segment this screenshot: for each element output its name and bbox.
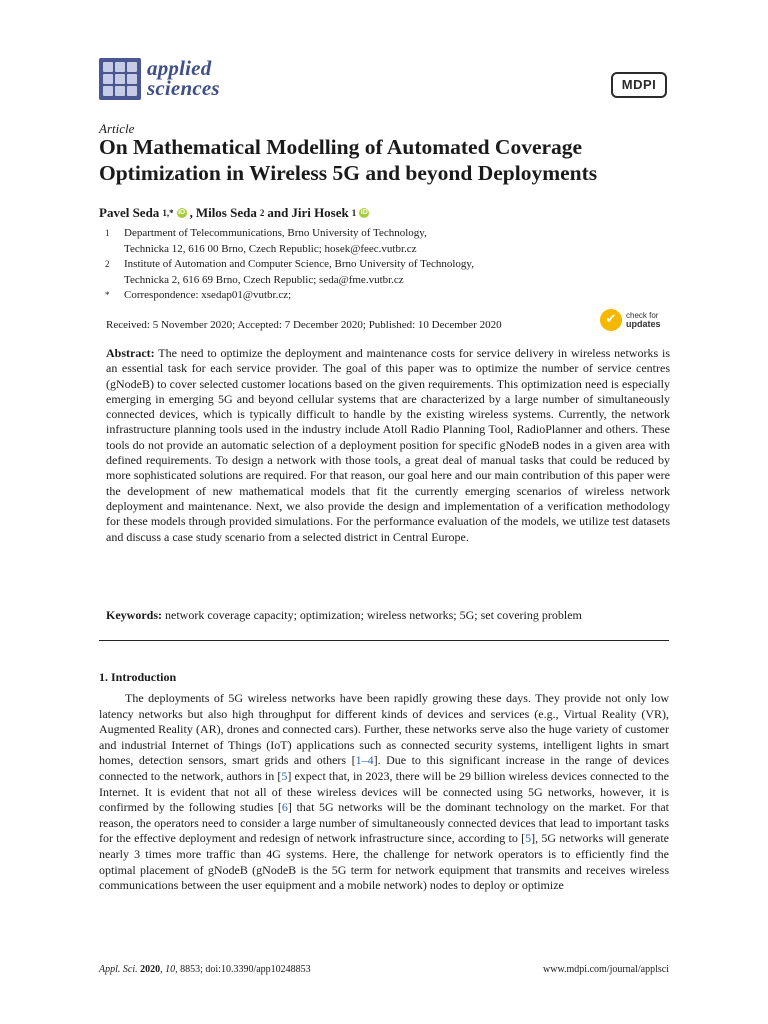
keywords-text: network coverage capacity; optimization; wireless networks; 5G; set covering problem xyxy=(165,608,582,622)
author-name[interactable]: Milos Seda xyxy=(195,205,257,220)
article-title: On Mathematical Modelling of Automated Coverage Optimization in Wireless 5G and beyond Deployments xyxy=(99,135,598,185)
citation-link[interactable]: 1–4 xyxy=(355,753,374,768)
footer-journal-url[interactable]: www.mdpi.com/journal/applsci xyxy=(543,964,669,975)
checkmark-icon: ✔ xyxy=(600,309,622,331)
affiliation-list xyxy=(105,226,545,304)
journal-logo[interactable] xyxy=(99,58,220,100)
section-heading: 1. Introduction xyxy=(99,670,177,684)
abstract xyxy=(106,346,670,545)
correspondence-item: * Correspondence: xsedap01@vutbr.cz; xyxy=(105,289,292,301)
author-list: Pavel Seda 1,* iD , Milos Seda 2 and Jiri Hosek 1 iD xyxy=(99,205,368,220)
citation-link[interactable]: 6 xyxy=(281,800,288,815)
abstract-text: The need to optimize the deployment and maintenance costs for service delivery in wireless networks is an essential task for each service provider. The goal of this paper was to optimize the number of service centres (gNodeB) to cover selected customer locations based on the given requirements. This optimization need is especially emerging in emerging 5G and beyond cellular systems that are characterized by a large number of simultaneously connected devices, which is typically difficult to handle by the existing wireless systems. Currently, the network infrastructure planning tools used in the industry include Atoll Radio Planning Tool, RadioPlanner and others. These tools do not provide an automatic selection of a deployment position for specific gNodeB nodes in a given area with defined requirements. To design a network with those tools, a great deal of manual tasks that could be reduced by more sophisticated solutions are required. For that reason, our goal here and our main contribution of this paper were the development of new mathematical models that fit the currently emerging scenarios of wireless network deployment and maintenance. Next, we also provide the design and implementation of a verification methodology for these models through provided simulations. For the performance evaluation of the models, we utilize test datasets and discuss a case study scenario from a selected district in Central Europe. xyxy=(106,346,670,544)
check-for-updates-badge[interactable]: ✔ check for updates xyxy=(600,309,661,331)
publication-dates: Received: 5 November 2020; Accepted: 7 December 2020; Published: 10 December 2020 xyxy=(106,319,502,331)
journal-emblem-icon xyxy=(99,58,141,100)
keywords xyxy=(106,608,582,623)
author-name[interactable]: Jiri Hosek xyxy=(291,205,349,220)
journal-name: applied sciences xyxy=(147,56,220,100)
footer-citation: Appl. Sci. 2020, 10, 8853; doi:10.3390/app10248853 xyxy=(99,964,311,975)
author-affiliation-mark: 2 xyxy=(259,208,265,218)
orcid-icon[interactable]: iD xyxy=(360,209,368,216)
keywords-label: Keywords: xyxy=(106,608,162,622)
author-affiliation-mark: 1 xyxy=(351,208,357,218)
author-affiliation-mark: 1,* xyxy=(162,208,174,218)
citation-link[interactable]: 5 xyxy=(525,831,532,846)
divider xyxy=(99,640,669,641)
orcid-icon[interactable]: iD xyxy=(178,209,186,216)
abstract-label: Abstract: xyxy=(106,346,155,360)
intro-paragraph: The deployments of 5G wireless networks have been rapidly growing these days. They provide not only low latency networks but also high throughput for different kinds of devices and services (e.g., Virtual Reality (VR), Augmented Reality (AR), drones and connected cars). Further, these networks serve also the huge variety of customer and industrial Internet of Things (IoT) applications such as connected security systems, intelligent lights in smart homes, detection sensors, smart grids and others [1–4]. Due to this significant increase in the range of devices connected to the network, authors in [5] expect that, in 2023, there will be 29 billion wireless devices connected to the Internet. It is evident that not all of these wireless devices will be connected using 5G networks, however, it is confirmed by the following studies [6] that 5G networks will be the dominant technology on the market. For that reason, the operators need to consider a large number of simultaneously connected devices that lead to important tasks for the effective deployment and redesign of network infrastructure since, according to [5], 5G networks will generate nearly 3 times more traffic than 4G systems. Here, the challenge for network operators is to efficiently find the optimal placement of gNodeB (gNodeB is the 5G term for network equipment that transmits and receives wireless communications between the user equipment and a mobile network) nodes to deploy or optimize xyxy=(99,691,670,893)
affiliation-item: 1 Department of Telecommunications, Brno University of Technology, Technicka 12, 616 00 Brno, Czech Republic; hosek@feec.vutbr.cz xyxy=(105,227,427,255)
affiliation-item: 2 Institute of Automation and Computer Science, Brno University of Technology, Technicka 2, 616 69 Brno, Czech Republic; seda@fme.vutbr.cz xyxy=(105,258,474,286)
publisher-logo[interactable]: MDPI xyxy=(611,72,667,98)
citation-link[interactable]: 5 xyxy=(281,768,288,783)
author-name[interactable]: Pavel Seda xyxy=(99,205,160,220)
article-type: Article xyxy=(99,121,135,136)
